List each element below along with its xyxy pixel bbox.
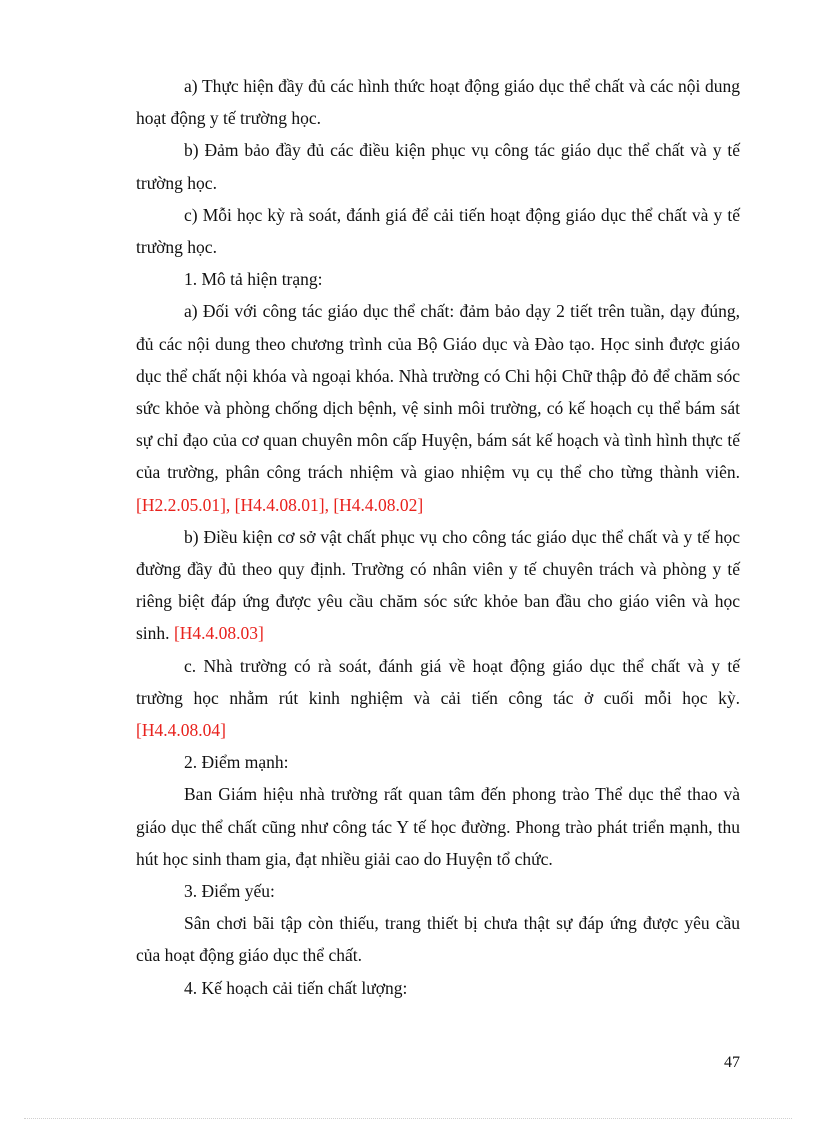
weaknesses-paragraph: Sân chơi bãi tập còn thiếu, trang thiết bị chưa thật sự đáp ứng được yêu cầu của hoạt động giáo dục thể chất.: [136, 913, 740, 966]
criterion-b-paragraph: b) Đảm bảo đầy đủ các điều kiện phục vụ công tác giáo dục thể chất và y tế trường học.: [136, 140, 740, 193]
criterion-c-paragraph: c) Mỗi học kỳ rà soát, đánh giá để cải tiến hoạt động giáo dục thể chất và y tế trường học.: [136, 204, 740, 258]
status-a-paragraph: a) Đối với công tác giáo dục thể chất: đảm bảo dạy 2 tiết trên tuần, dạy đúng, đủ các nội dung theo chương trình của Bộ Giáo dục và Đào tạo. Học sinh được giáo dục thể chất nội khóa và ngoại khóa. Nhà trường có Chi hội Chữ thập đỏ để chăm sóc sức khỏe và phòng chống dịch bệnh, vệ sinh môi trường, có kế hoạch cụ thể bám sát sự chỉ đạo của cơ quan chuyên môn cấp Huyện, bám sát kế hoạch và tình hình thực tế của trường, phân công trách nhiệm và giao nhiệm vụ cụ thể cho từng thành viên. [H2.2.05.01], [H4.4.08.01], [H4.4.08.02]: [136, 301, 740, 515]
status-b-paragraph: b) Điều kiện cơ sở vật chất phục vụ cho công tác giáo dục thể chất và y tế học đường đầy đủ theo quy định. Trường có nhân viên y tế chuyên trách và phòng y tế riêng biệt đáp ứng được yêu cầu chăm sóc sức khỏe ban đầu cho giáo viên và học sinh. [H4.4.08.03]: [136, 526, 740, 644]
section-heading-current-status: 1. Mô tả hiện trạng:: [184, 269, 323, 290]
status-c-paragraph: c. Nhà trường có rà soát, đánh giá về hoạt động giáo dục thể chất và y tế trường học nhằm rút kinh nghiệm và cải tiến công tác ở cuối mỗi học kỳ. [H4.4.08.04]: [136, 655, 740, 741]
strengths-paragraph: Ban Giám hiệu nhà trường rất quan tâm đến phong trào Thể dục thể thao và giáo dục thể chất cũng như công tác Y tế học đường. Phong trào phát triển mạnh, thu hút học sinh tham gia, đạt nhiều giải cao do Huyện tổ chức.: [136, 784, 740, 869]
criterion-a-paragraph: a) Thực hiện đầy đủ các hình thức hoạt động giáo dục thể chất và các nội dung hoạt động y tế trường học.: [136, 76, 740, 129]
evidence-reference: [H4.4.08.04]: [136, 720, 226, 741]
section-heading-strengths: 2. Điểm mạnh:: [184, 752, 289, 773]
section-heading-weaknesses: 3. Điểm yếu:: [184, 881, 275, 902]
evidence-reference: [H2.2.05.01], [H4.4.08.01], [H4.4.08.02]: [136, 494, 424, 515]
evidence-reference: [H4.4.08.03]: [173, 623, 264, 644]
page-number: 47: [724, 1054, 740, 1071]
page-content: [136, 70, 740, 1004]
page-bottom-divider: [24, 1118, 792, 1119]
section-heading-improvement-plan: 4. Kế hoạch cải tiến chất lượng:: [184, 977, 408, 998]
